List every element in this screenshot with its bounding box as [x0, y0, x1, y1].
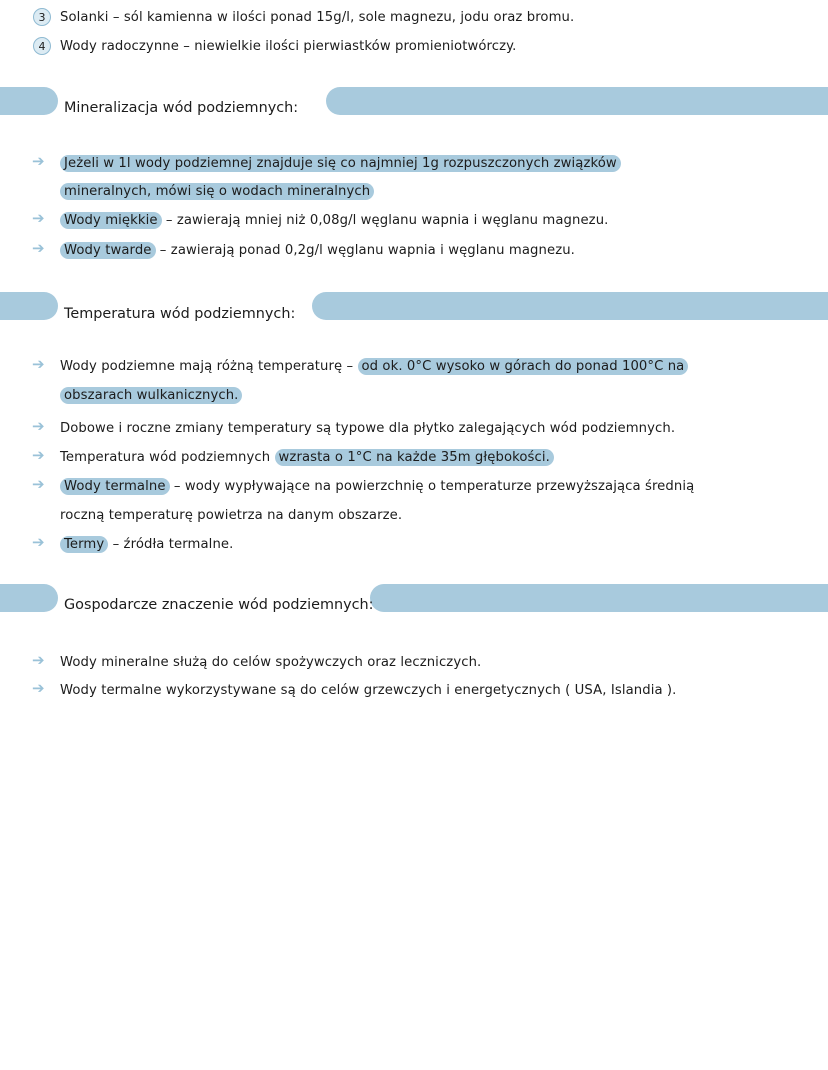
line-text: Wody podziemne mają różną temperaturę –	[60, 359, 358, 374]
section-bar-right	[326, 87, 828, 115]
arrow-icon: ➔	[32, 355, 45, 373]
section-heading-gospodarcze: Gospodarcze znaczenie wód podziemnych:	[64, 597, 374, 613]
bullet-line	[60, 681, 814, 701]
bullet-line	[60, 241, 814, 261]
line-text: – zawierają mniej niż 0,08g/l węglanu wapnia i węglanu magnezu.	[161, 213, 609, 228]
highlight-term: Wody twarde	[60, 242, 156, 259]
highlight-text: wzrasta o 1°C na każde 35m głębokości.	[275, 449, 554, 466]
bullet-line	[60, 419, 814, 439]
line-text: Temperatura wód podziemnych	[60, 450, 275, 465]
arrow-icon: ➔	[32, 679, 45, 697]
bullet-line-cont	[60, 386, 814, 406]
highlight-term: Wody miękkie	[60, 212, 162, 229]
section-bar-left	[0, 584, 58, 612]
arrow-icon: ➔	[32, 533, 45, 551]
line-text: roczną temperaturę powietrza na danym obszarze.	[60, 508, 403, 523]
arrow-icon: ➔	[32, 209, 45, 227]
bullet-line	[60, 448, 814, 468]
line-text: – wody wypływające na powierzchnię o temperaturze przewyższająca średnią	[169, 479, 695, 494]
section-bar-right	[370, 584, 828, 612]
line-text: – źródła termalne.	[108, 537, 234, 552]
arrow-icon: ➔	[32, 475, 45, 493]
bullet-line	[60, 357, 814, 377]
intro-line-4: Wody radoczynne – niewielkie ilości pierwiastków promieniotwórczy.	[60, 39, 517, 54]
intro-line-3: Solanki – sól kamienna w ilości ponad 15g/l, sole magnezu, jodu oraz bromu.	[60, 10, 575, 25]
number-badge-4: 4	[33, 37, 51, 55]
arrow-icon: ➔	[32, 651, 45, 669]
arrow-icon: ➔	[32, 446, 45, 464]
highlight-term: Termy	[60, 536, 108, 553]
bullet-line-cont	[60, 506, 814, 526]
bullet-line	[60, 477, 814, 497]
highlight-text: od ok. 0°C wysoko w górach do ponad 100°C na	[358, 358, 689, 375]
highlight-term: Wody termalne	[60, 478, 170, 495]
section-bar-left	[0, 87, 58, 115]
highlight-text: mineralnych, mówi się o wodach mineralnych	[60, 183, 374, 200]
line-text: Dobowe i roczne zmiany temperatury są typowe dla płytko zalegających wód podziemnych.	[60, 421, 676, 436]
number-badge-3: 3	[33, 8, 51, 26]
section-bar-right	[312, 292, 828, 320]
section-heading-mineralizacja: Mineralizacja wód podziemnych:	[64, 100, 299, 116]
bullet-line	[60, 154, 814, 174]
line-text: – zawierają ponad 0,2g/l węglanu wapnia i węglanu magnezu.	[155, 243, 575, 258]
arrow-icon: ➔	[32, 417, 45, 435]
bullet-line-cont	[60, 182, 814, 202]
line-text: Wody mineralne służą do celów spożywczych oraz leczniczych.	[60, 655, 482, 670]
bullet-line	[60, 653, 814, 673]
arrow-icon: ➔	[32, 152, 45, 170]
section-heading-temperatura: Temperatura wód podziemnych:	[64, 306, 296, 322]
highlight-text: Jeżeli w 1l wody podziemnej znajduje się co najmniej 1g rozpuszczonych związków	[60, 155, 621, 172]
arrow-icon: ➔	[32, 239, 45, 257]
section-bar-left	[0, 292, 58, 320]
bullet-line	[60, 535, 814, 555]
line-text: Wody termalne wykorzystywane są do celów grzewczych i energetycznych ( USA, Islandia ).	[60, 683, 677, 698]
bullet-line	[60, 211, 814, 231]
highlight-text: obszarach wulkanicznych.	[60, 387, 242, 404]
